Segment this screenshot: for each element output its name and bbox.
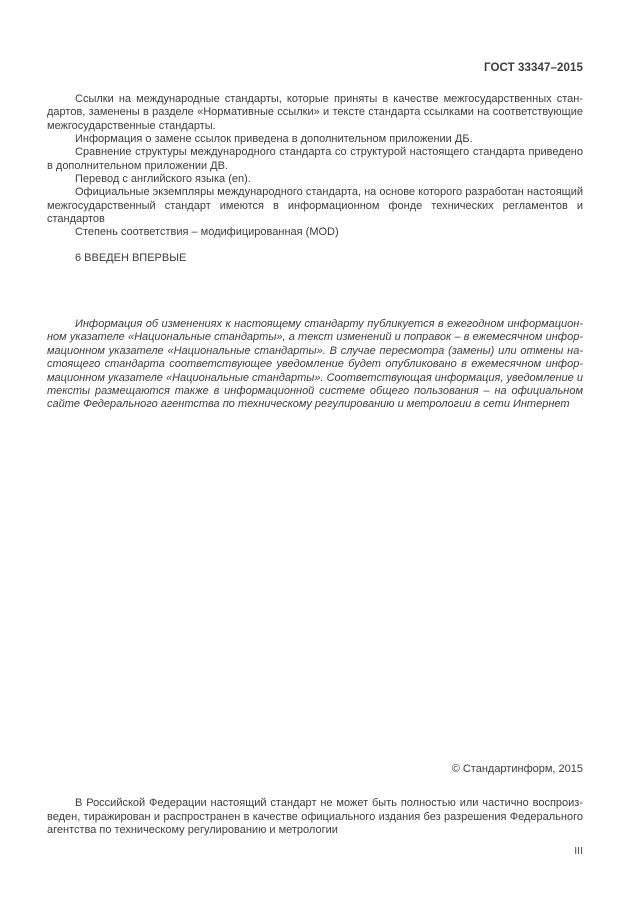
page-number: III	[574, 845, 583, 858]
preface-paragraph-translation: Перевод с английского языка (en).	[75, 173, 251, 186]
amendments-publication-note: Информация об изменениях к настоящему стандарту публикуется в ежегодном информационном указателе «Национальные стандарты», а текст изменений и поправок – в ежемесячном информационном указателе «Национальные стандарты». В случае пересмотра (замены) или отмены настоящего стандарта соответствующее уведомление будет опубликовано в ежемесячном информационном указателе «Национальные стандарты». Соответствующая информация, уведомление и тексты размещаются также в информационной системе общего пользования – на официальном сайте Федерального агентства по техническому регулированию и метрологии в сети Интернет	[47, 318, 583, 411]
document-code: ГОСТ 33347–2015	[483, 62, 583, 74]
copyright-line: © Стандартинформ, 2015	[451, 763, 583, 775]
preface-paragraph-structure-comparison: Сравнение структуры международного стандарта со структурой настоящего стандарта приведено в дополнительном приложении ДВ.	[47, 146, 583, 172]
page-footer	[47, 763, 583, 859]
preface-paragraph-official-copies: Официальные экземпляры международного стандарта, на основе которого разработан настоящий межгосударственный стандарт имеются в информационном фонде технических регламентов и стандартов	[47, 186, 583, 226]
preface-paragraph-replacement-info: Информация о замене ссылок приведена в дополнительном приложении ДБ.	[75, 133, 473, 146]
preface-paragraph-conformity-degree: Степень соответствия – модифицированная (MOD)	[75, 226, 339, 239]
clause-6-introduced-first-time: 6 ВВЕДЕН ВПЕРВЫЕ	[75, 251, 187, 264]
preface-paragraph-references: Ссылки на международные стандарты, которые приняты в качестве межгосударственных стандартов, заменены в разделе «Нормативные ссылки» и тексте стандарта ссылками на соответствующие межгосударственные стандарты.	[47, 93, 583, 132]
reproduction-restriction: В Российской Федерации настоящий стандарт не может быть полностью или частично воспроизведен, тиражирован и распространен в качестве официального издания без разрешения Федерального агентства по техническому регулированию и метрологии	[47, 797, 583, 837]
preface-section	[47, 93, 583, 412]
